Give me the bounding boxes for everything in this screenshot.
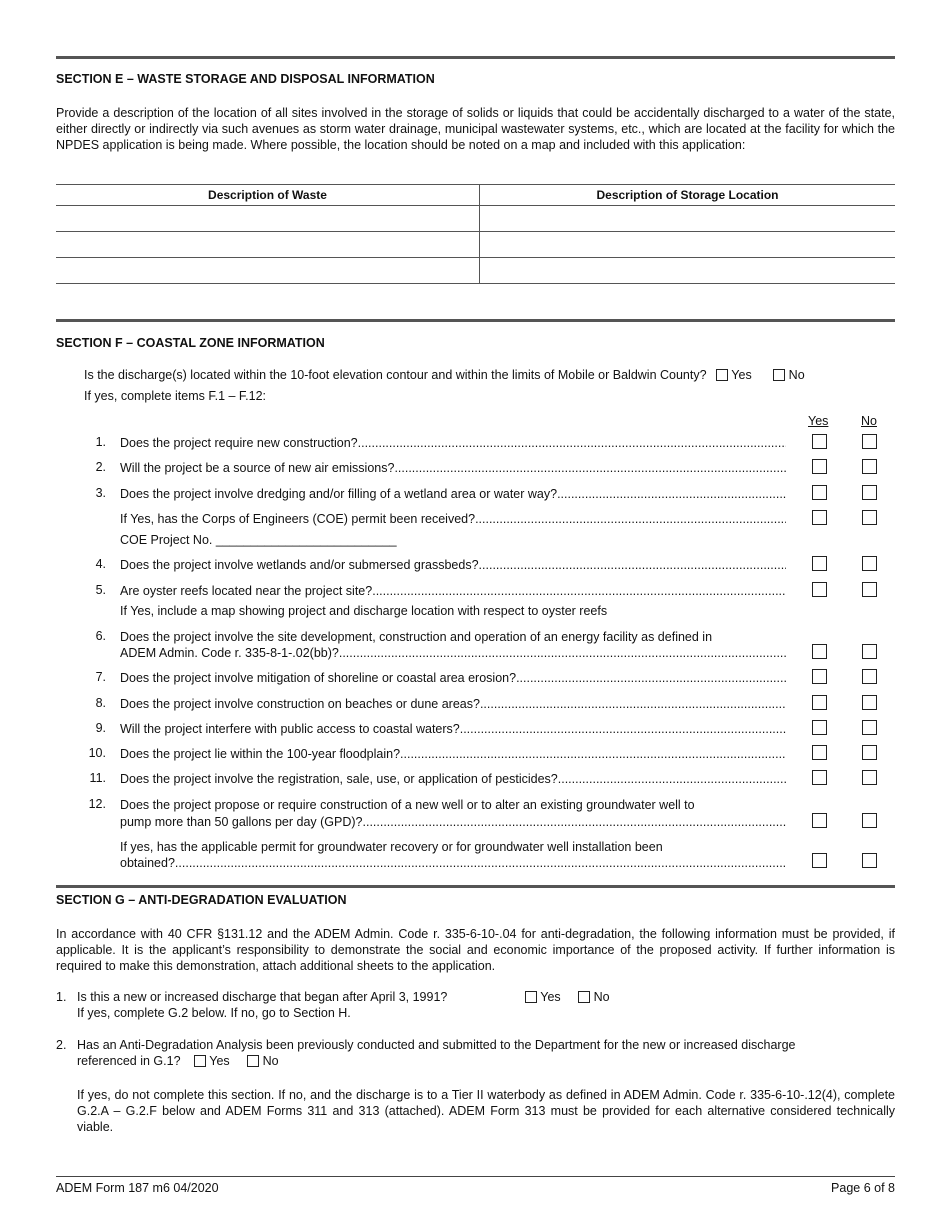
coastal-no-label: No [788,368,805,382]
item-text: Does the project lie within the 100-year floodplain? [120,747,401,761]
item-yes-checkbox[interactable] [812,556,827,571]
coastal-question [84,368,805,382]
no-column-header: No [861,414,877,428]
item-yes-checkbox[interactable] [812,582,827,597]
waste-column-header: Description of Waste [56,185,480,206]
g1-number: 1. [56,990,67,1004]
item-yes-checkbox[interactable] [812,434,827,449]
item-note: If Yes, include a map showing project and discharge location with respect to oyster reefs [120,604,608,618]
g1-options [525,990,610,1004]
section-f-rule [56,319,895,322]
coastal-yes-label: Yes [731,368,752,382]
waste-cell[interactable] [56,206,480,232]
item-question [120,557,786,573]
waste-table [56,184,895,284]
g1-yes-checkbox[interactable] [525,991,537,1003]
item-number: 5. [95,583,106,597]
storage-cell[interactable] [480,206,896,232]
item-no-checkbox[interactable] [862,510,877,525]
storage-cell[interactable] [480,232,896,258]
item-yes-checkbox[interactable] [812,459,827,474]
storage-cell[interactable] [480,258,896,284]
item-question-line1: If yes, has the applicable permit for groundwater recovery or for groundwater well installation been [120,840,663,854]
item-question [120,814,786,830]
item-yes-checkbox[interactable] [812,695,827,710]
table-row [56,206,895,232]
item-yes-checkbox[interactable] [812,813,827,828]
item-number: 11. [89,771,106,785]
g1-no-label: No [593,990,610,1004]
footer-rule [56,1176,895,1177]
item-no-checkbox[interactable] [862,853,877,868]
item-number: 3. [95,486,106,500]
item-text: Does the project involve the registration, sale, use, or application of pesticides? [120,772,558,786]
item-question [120,486,786,502]
item-question [120,670,786,686]
item-text: Does the project require new construction? [120,436,358,450]
item-question [120,855,786,871]
top-rule [56,56,895,59]
section-g-intro: In accordance with 40 CFR §131.12 and the ADEM Admin. Code r. 335-6-10-.04 for anti-degradation, the following information must be provided, if applicable. It is the applicant’s responsibility to demonstrate the social and economic importance of the proposed activity. If further information is required to make this demonstration, attach additional sheets to the application. [56,927,895,973]
item-number: 1. [95,435,106,449]
coastal-instruction: If yes, complete items F.1 – F.12: [84,389,267,403]
g1-question: Is this a new or increased discharge that began after April 3, 1991? [77,990,448,1004]
item-no-checkbox[interactable] [862,720,877,735]
section-g-rule [56,885,895,888]
item-question [120,435,786,451]
item-text: Does the project involve dredging and/or filling of a wetland area or water way? [120,487,558,501]
item-text: ADEM Admin. Code r. 335-8-1-.02(bb)? [120,646,339,660]
item-number: 7. [95,670,106,684]
waste-cell[interactable] [56,232,480,258]
table-row [56,232,895,258]
coastal-no-checkbox[interactable] [773,369,785,381]
item-number: 2. [95,460,106,474]
item-text: Does the project involve construction on beaches or dune areas? [120,697,480,711]
coe-project-number[interactable]: COE Project No. __________________________ [120,533,397,547]
item-question [120,511,786,527]
coastal-question-text: Is the discharge(s) located within the 10-foot elevation contour and within the limits of Mobile or Baldwin County? [84,368,707,382]
item-text: Are oyster reefs located near the project site? [120,584,373,598]
g2-question-line1: Has an Anti-Degradation Analysis been previously conducted and submitted to the Department for the new or increased discharge [77,1038,796,1052]
item-yes-checkbox[interactable] [812,644,827,659]
item-no-checkbox[interactable] [862,485,877,500]
item-question-line1: Does the project involve the site development, construction and operation of an energy facility as defined in [120,630,713,644]
item-question [120,721,786,737]
g1-no-checkbox[interactable] [578,991,590,1003]
item-text: Will the project be a source of new air emissions? [120,461,395,475]
item-yes-checkbox[interactable] [812,720,827,735]
g2-question-text: referenced in G.1? [77,1054,181,1068]
section-e-intro: Provide a description of the location of all sites involved in the storage of solids or liquids that could be accidentally discharged to a water of the state, either directly or indirectly via such avenues as storm water drainage, municipal wastewater systems, etc., which are located at the facility for which the NPDES application is being made. Where possible, the location should be noted on a map and included with this application: [56,106,895,152]
item-number: 4. [95,557,106,571]
item-yes-checkbox[interactable] [812,745,827,760]
g1-yes-label: Yes [540,990,561,1004]
g2-yes-label: Yes [209,1054,230,1068]
item-number: 12. [88,797,106,811]
item-number: 8. [95,696,106,710]
item-no-checkbox[interactable] [862,770,877,785]
storage-column-header: Description of Storage Location [480,185,896,206]
item-text: If Yes, has the Corps of Engineers (COE) permit been received? [120,512,476,526]
waste-cell[interactable] [56,258,480,284]
item-text: pump more than 50 gallons per day (GPD)? [120,815,363,829]
item-text: Does the project involve wetlands and/or submersed grassbeds? [120,558,479,572]
g2-yes-checkbox[interactable] [194,1055,206,1067]
g2-note: If yes, do not complete this section. If no, and the discharge is to a Tier II waterbody as defined in ADEM Admin. Code r. 335-6-10-.12(4), complete G.2.A – G.2.F below and ADEM Forms 311 and 313 (attached). ADEM Form 313 must be provided for each alternative considered technically viable. [77,1088,895,1134]
item-question [120,645,786,661]
item-no-checkbox[interactable] [862,745,877,760]
item-number: 9. [95,721,106,735]
footer-page-number: Page 6 of 8 [831,1181,895,1195]
item-text: Does the project involve mitigation of shoreline or coastal area erosion? [120,671,517,685]
yes-column-header: Yes [808,414,829,428]
section-e-title: SECTION E – WASTE STORAGE AND DISPOSAL INFORMATION [56,72,435,86]
g2-no-checkbox[interactable] [247,1055,259,1067]
item-question-line1: Does the project propose or require construction of a new well or to alter an existing groundwater well to [120,798,695,812]
item-question [120,696,786,712]
g1-note: If yes, complete G.2 below. If no, go to Section H. [77,1006,351,1020]
footer-form-id: ADEM Form 187 m6 04/2020 [56,1181,219,1195]
item-no-checkbox[interactable] [862,582,877,597]
item-question [120,746,786,762]
item-number: 6. [95,629,106,643]
item-yes-checkbox[interactable] [812,853,827,868]
table-row [56,258,895,284]
item-no-checkbox[interactable] [862,459,877,474]
g2-question-line2 [77,1054,279,1068]
section-g-title: SECTION G – ANTI-DEGRADATION EVALUATION [56,893,347,907]
item-no-checkbox[interactable] [862,644,877,659]
item-yes-checkbox[interactable] [812,510,827,525]
item-text: Will the project interfere with public access to coastal waters? [120,722,460,736]
item-yes-checkbox[interactable] [812,485,827,500]
section-f-title: SECTION F – COASTAL ZONE INFORMATION [56,336,325,350]
g2-number: 2. [56,1038,67,1052]
item-text: obtained? [120,856,175,870]
item-question [120,460,786,476]
item-no-checkbox[interactable] [862,556,877,571]
item-no-checkbox[interactable] [862,813,877,828]
item-question [120,771,786,787]
item-number: 10. [88,746,106,760]
item-yes-checkbox[interactable] [812,669,827,684]
coastal-yes-checkbox[interactable] [716,369,728,381]
g2-no-label: No [262,1054,279,1068]
item-no-checkbox[interactable] [862,695,877,710]
item-question [120,583,786,599]
item-no-checkbox[interactable] [862,434,877,449]
item-yes-checkbox[interactable] [812,770,827,785]
item-no-checkbox[interactable] [862,669,877,684]
